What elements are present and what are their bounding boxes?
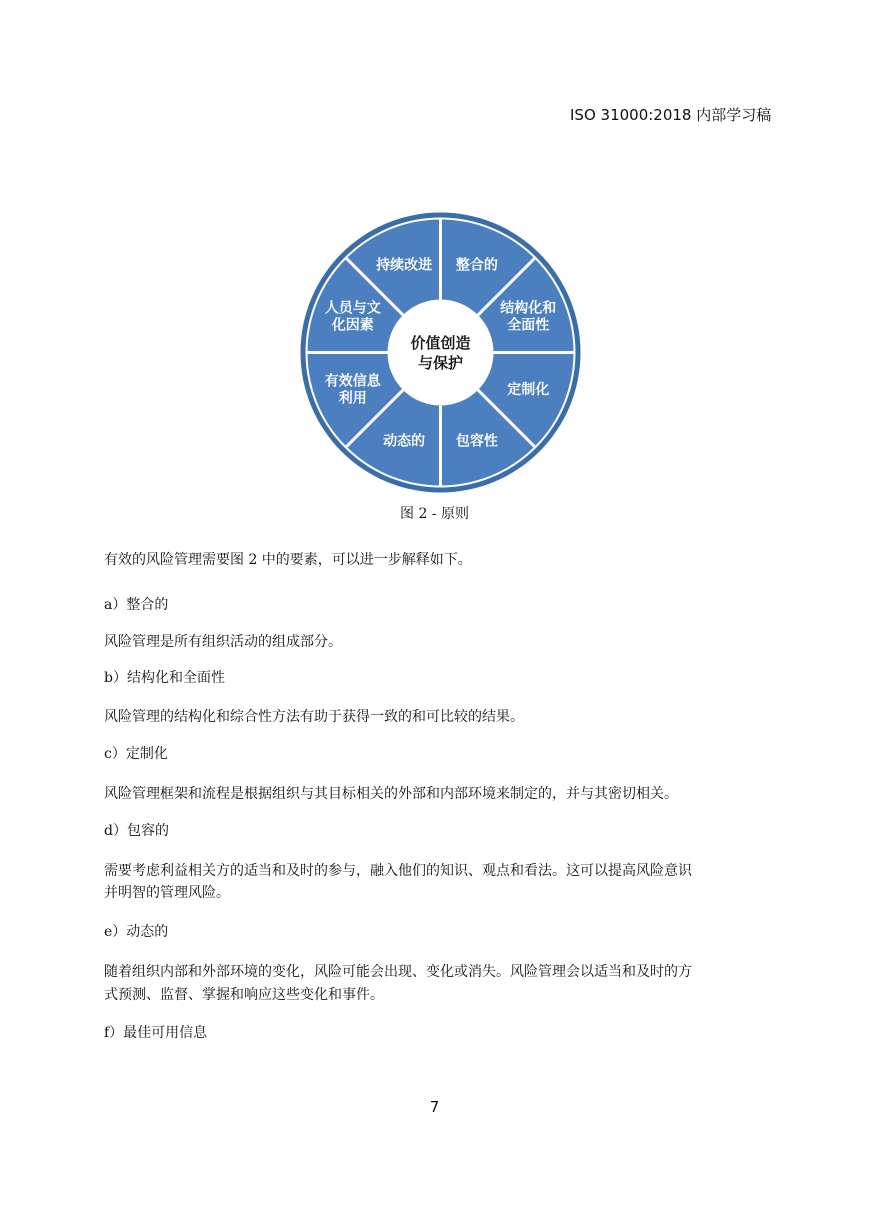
item-c-heading: c）定制化 (104, 746, 168, 762)
wheel-center-circle (389, 301, 493, 405)
item-a-heading: a）整合的 (104, 597, 169, 613)
wheel-segment-label: 化因素 (331, 317, 374, 334)
intro-paragraph: 有效的风险管理需要图 2 中的要素，可以进一步解释如下。 (104, 552, 472, 568)
center-label-line1: 价值创造 (410, 334, 471, 352)
wheel-segment-label: 动态的 (383, 433, 426, 450)
wheel-segment-label: 包容性 (455, 433, 498, 450)
center-label-line2: 与保护 (417, 354, 464, 372)
figure-caption: 图 2 - 原则 (400, 506, 469, 522)
wheel-segment-label: 整合的 (455, 257, 498, 274)
item-e-body-line1: 随着组织内部和外部环境的变化，风险可能会出现、变化或消失。风险管理会以适当和及时的方 (104, 964, 692, 980)
wheel-segment-label: 有效信息 (324, 373, 381, 390)
item-c-body: 风险管理框架和流程是根据组织与其目标相关的外部和内部环境来制定的，并与其密切相关。 (104, 786, 678, 802)
wheel-segment-label: 结构化和 (500, 300, 557, 317)
item-b-body: 风险管理的结构化和综合性方法有助于获得一致的和可比较的结果。 (104, 709, 524, 725)
principles-figure (298, 210, 583, 495)
item-e-heading: e）动态的 (104, 924, 169, 940)
wheel-segment-label: 全面性 (507, 317, 550, 334)
page-number: 7 (429, 1098, 440, 1116)
wheel-segment-label: 人员与文 (324, 300, 381, 317)
principles-wheel (298, 210, 583, 495)
wheel-segment-label: 持续改进 (376, 257, 433, 274)
item-d-body-line1: 需要考虑利益相关方的适当和及时的参与，融入他们的知识、观点和看法。这可以提高风险意识 (104, 863, 692, 879)
item-d-body-line2: 并明智的管理风险。 (104, 885, 230, 901)
wheel-segment-label: 利用 (338, 390, 367, 407)
item-f-heading: f）最佳可用信息 (104, 1025, 208, 1041)
wheel-segment-label: 定制化 (507, 381, 550, 398)
item-e-body-line2: 式预测、监督、掌握和响应这些变化和事件。 (104, 987, 384, 1003)
item-d-heading: d）包容的 (104, 823, 169, 839)
item-b-heading: b）结构化和全面性 (104, 670, 225, 686)
item-a-body: 风险管理是所有组织活动的组成部分。 (104, 634, 342, 650)
page-header: ISO 31000:2018 内部学习稿 (570, 106, 772, 124)
